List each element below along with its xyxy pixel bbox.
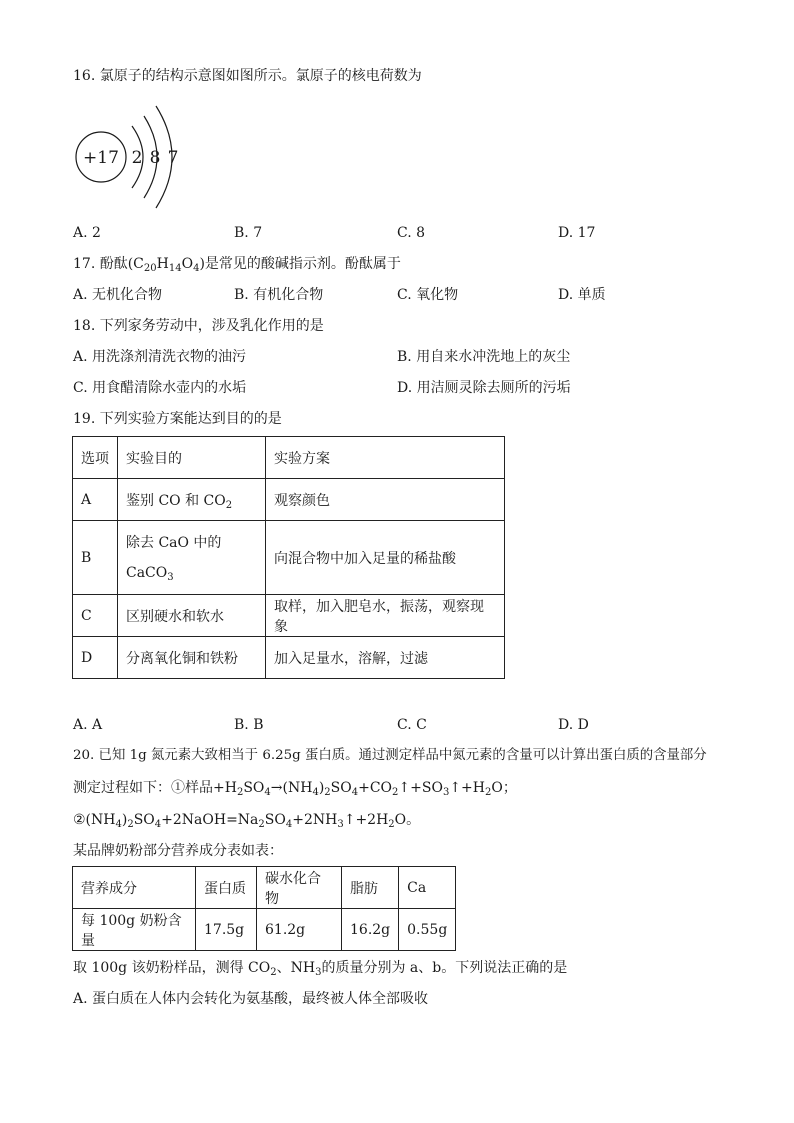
q19-experiment-table: [72, 436, 505, 679]
q18-option-b: B. 用自来水冲洗地上的灰尘: [397, 349, 571, 365]
q17-option-a: A. 无机化合物: [73, 287, 163, 303]
header-carbs: 碳水化合物: [257, 867, 342, 909]
header-goal: 实验目的: [118, 437, 266, 479]
cell-per100g: 每 100g 奶粉含量: [73, 909, 196, 951]
q16-option-a: A. 2: [73, 225, 101, 241]
header-option: 选项: [73, 437, 118, 479]
table-row: [73, 637, 505, 679]
q19-option-d: D. D: [558, 717, 589, 733]
shell-electrons-3: 7: [167, 148, 179, 168]
cell-carbs: 61.2g: [257, 909, 342, 951]
q17-option-d: D. 单质: [558, 287, 606, 303]
q17-option-c: C. 氧化物: [397, 287, 459, 303]
q20-table-intro: 某品牌奶粉部分营养成分表如表：: [73, 843, 283, 859]
cell-protein: 17.5g: [196, 909, 257, 951]
row-option: D: [73, 637, 118, 679]
q20-reaction-1: 测定过程如下：①样品$+H_2SO_4\to(NH_4)_2SO_4+CO_2↑+SO_3↑+H_2O$；: [73, 780, 517, 798]
q19-option-c: C. C: [397, 717, 427, 733]
q19-stem: 19. 下列实验方案能达到目的的是: [73, 411, 282, 427]
q18-option-a: A. 用洗涤剂清洗衣物的油污: [73, 349, 247, 365]
q20-nutrition-table: [72, 866, 456, 951]
nucleus-charge: +17: [83, 148, 119, 168]
table-row: [73, 479, 505, 521]
q16-option-b: B. 7: [234, 225, 263, 241]
q18-option-c: C. 用食醋清除水壶内的水垢: [73, 380, 247, 396]
q16-option-c: C. 8: [397, 225, 426, 241]
q18-option-d: D. 用洁厕灵除去厕所的污垢: [397, 380, 571, 396]
q17-option-b: B. 有机化合物: [234, 287, 324, 303]
q20-stem-line4: 取 100g 该奶粉样品，测得 $CO_2$、$NH_3$的质量分别为 a、b。下列说法正确的是: [73, 960, 568, 978]
row-plan: 观察颜色: [266, 479, 505, 521]
table-row: [73, 521, 505, 595]
q17-stem: 17. 酚酞$(C_{20}H_{14}O_4)$是常见的酸碱指示剂。酚酞属于: [73, 256, 401, 274]
q16-stem: 16. 氯原子的结构示意图如图所示。氯原子的核电荷数为: [73, 68, 422, 84]
header-protein: 蛋白质: [196, 867, 257, 909]
q20-option-a: A. 蛋白质在人体内会转化为氨基酸，最终被人体全部吸收: [73, 991, 429, 1007]
q16-option-d: D. 17: [558, 225, 596, 241]
header-nutrient: 营养成分: [73, 867, 196, 909]
cell-calcium: 0.55g: [399, 909, 456, 951]
row-plan: 向混合物中加入足量的稀盐酸: [266, 521, 505, 595]
header-plan: 实验方案: [266, 437, 505, 479]
q20-stem-line1: 20. 已知 1g 氮元素大致相当于 6.25g 蛋白质。通过测定样品中氮元素的含量可以计算出蛋白质的含量部分: [73, 748, 707, 763]
q18-stem: 18. 下列家务劳动中，涉及乳化作用的是: [73, 318, 324, 334]
row-goal: 分离氧化铜和铁粉: [118, 637, 266, 679]
row-goal: 除去 CaO 中的 CaCO$_3$: [118, 521, 266, 595]
row-goal: 鉴别 CO 和 $CO_2$: [118, 479, 266, 521]
header-calcium: Ca: [399, 867, 456, 909]
chlorine-atom-diagram: [70, 100, 190, 212]
row-option: C: [73, 595, 118, 637]
shell-electrons-1: 2: [131, 148, 143, 168]
table-row: [73, 909, 456, 951]
row-plan: 取样，加入肥皂水，振荡，观察现象: [266, 595, 505, 637]
shell-electrons-2: 8: [149, 148, 161, 168]
q19-option-b: B. B: [234, 717, 264, 733]
header-fat: 脂肪: [342, 867, 399, 909]
row-plan: 加入足量水，溶解，过滤: [266, 637, 505, 679]
table-header-row: [73, 867, 456, 909]
q20-reaction-2: $②(NH_4)_2SO_4+2NaOH=Na_2SO_4+2NH_3↑+2H_2O$。: [73, 812, 421, 830]
table-header-row: [73, 437, 505, 479]
row-option: A: [73, 479, 118, 521]
q19-option-a: A. A: [73, 717, 103, 733]
row-goal: 区别硬水和软水: [118, 595, 266, 637]
cell-fat: 16.2g: [342, 909, 399, 951]
row-option: B: [73, 521, 118, 595]
table-row: [73, 595, 505, 637]
